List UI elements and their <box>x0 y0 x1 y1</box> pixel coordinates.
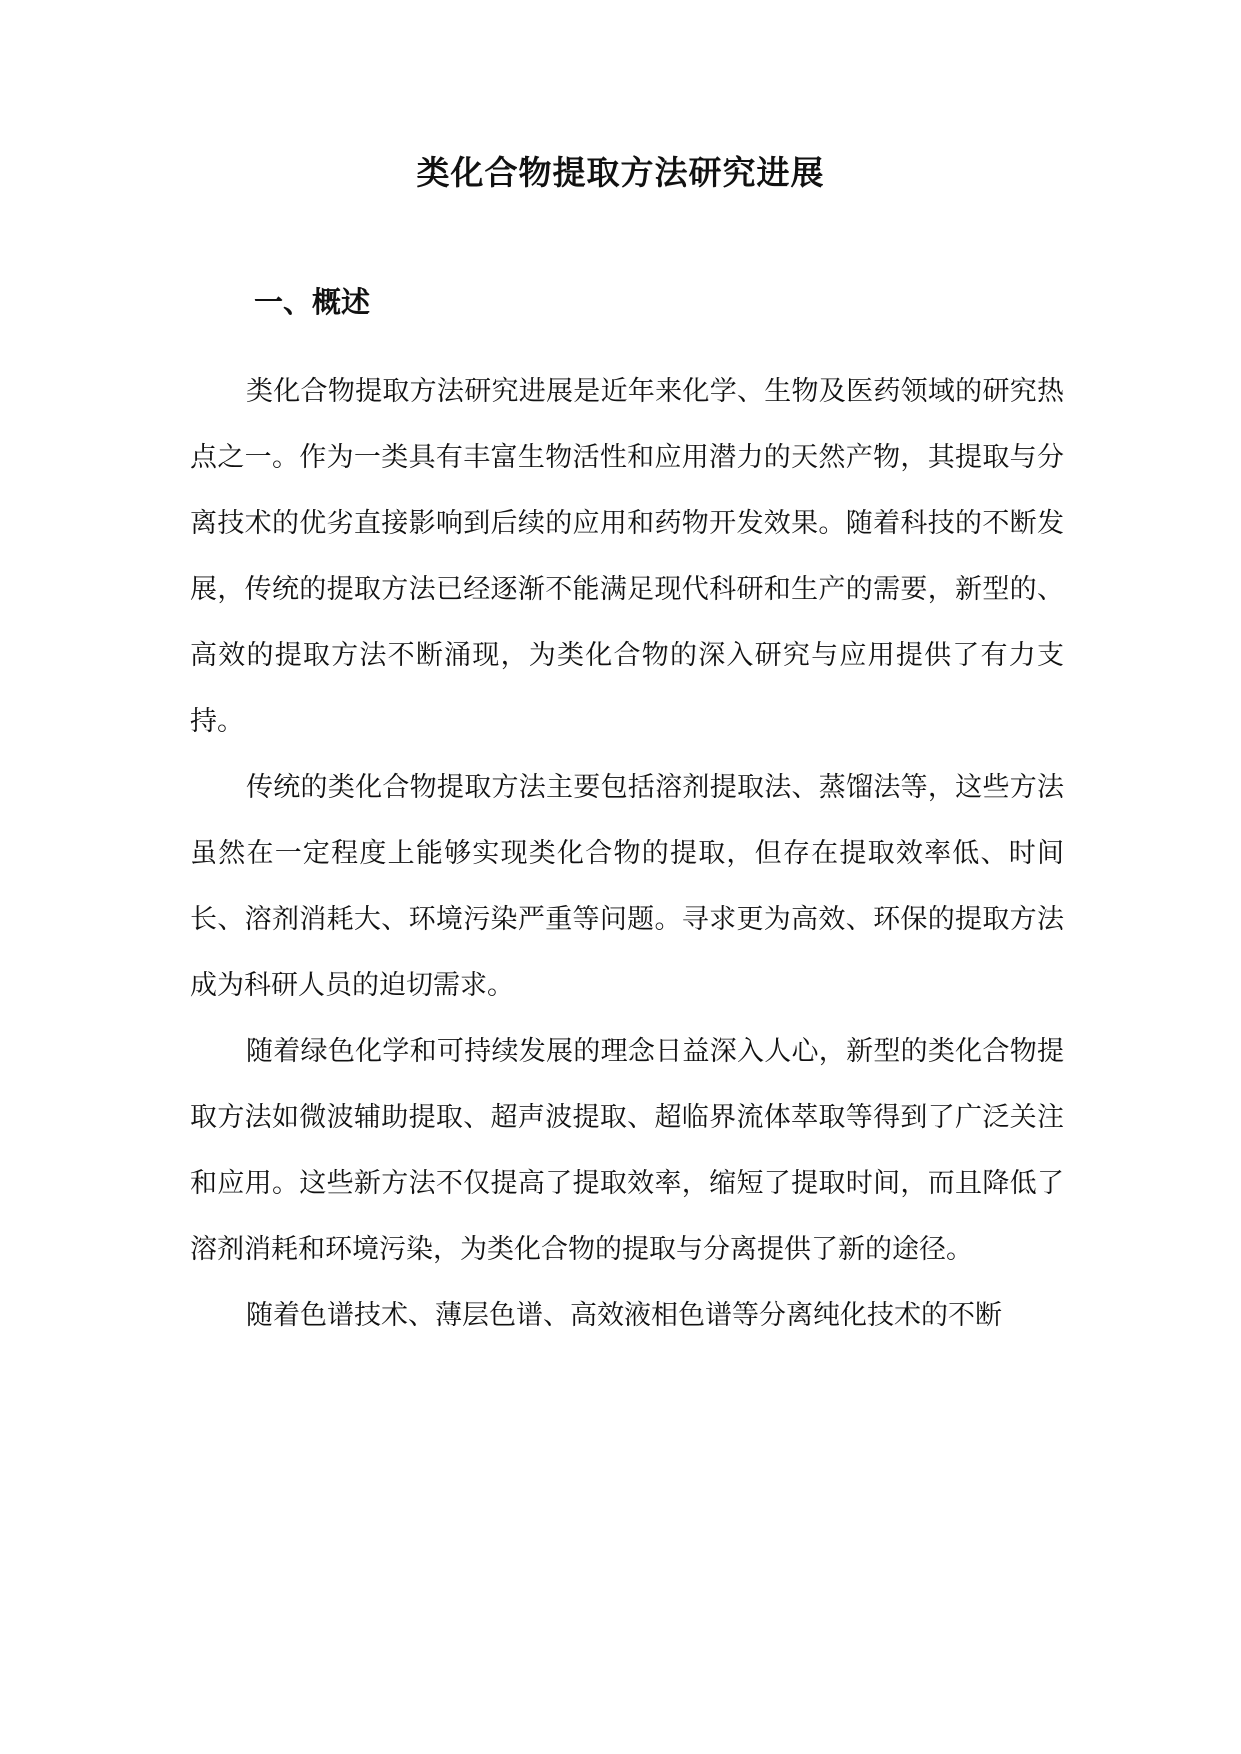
body-text <box>190 359 1064 1349</box>
document-title: 类化合物提取方法研究进展 <box>416 153 825 192</box>
paragraph: 类化合物提取方法研究进展是近年来化学、生物及医药领域的研究热点之一。作为一类具有丰富生物活性和应用潜力的天然产物，其提取与分离技术的优劣直接影响到后续的应用和药物开发效果。随着科技的不断发展，传统的提取方法已经逐渐不能满足现代科研和生产的需要，新型的、高效的提取方法不断涌现，为类化合物的深入研究与应用提供了有力支持。 <box>190 376 1064 737</box>
paragraph: 随着色谱技术、薄层色谱、高效液相色谱等分离纯化技术的不断 <box>246 1300 1002 1331</box>
section-heading: 一、概述 <box>254 285 371 319</box>
paragraph: 随着绿色化学和可持续发展的理念日益深入人心，新型的类化合物提取方法如微波辅助提取、超声波提取、超临界流体萃取等得到了广泛关注和应用。这些新方法不仅提高了提取效率，缩短了提取时间，而且降低了溶剂消耗和环境污染，为类化合物的提取与分离提供了新的途径。 <box>190 1036 1064 1265</box>
paragraph: 传统的类化合物提取方法主要包括溶剂提取法、蒸馏法等，这些方法虽然在一定程度上能够实现类化合物的提取，但存在提取效率低、时间长、溶剂消耗大、环境污染严重等问题。寻求更为高效、环保的提取方法成为科研人员的迫切需求。 <box>190 772 1064 1001</box>
